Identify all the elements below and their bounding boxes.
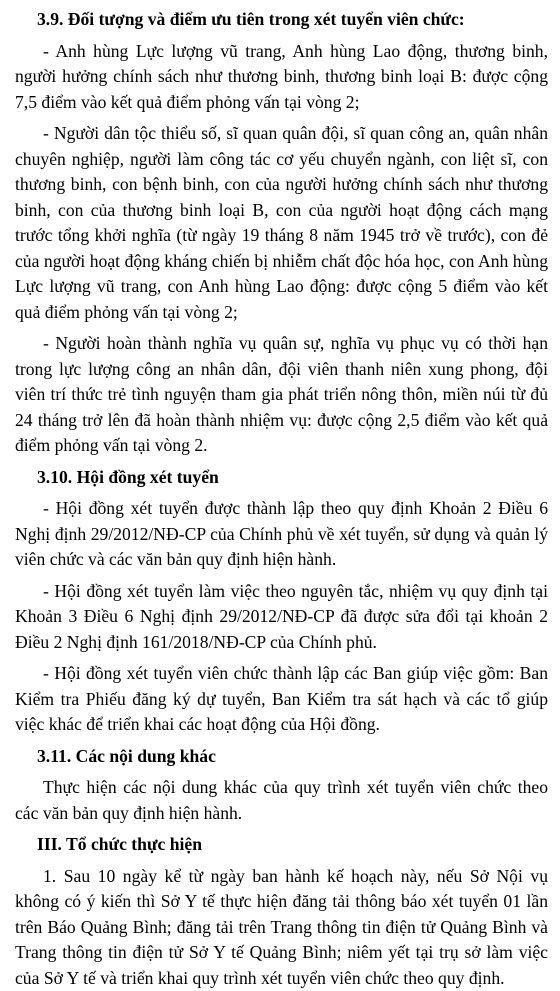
paragraph-implementation-1: 1. Sau 10 ngày kể từ ngày ban hành kế hoạch này, nếu Sở Nội vụ không có ý kiến thì Sở Y tế thực hiện đăng tải thông báo xét tuyển 01 lần trên Báo Quảng Bình; đăng tải trên Trang thông tin điện tử Quảng Bình và Trang thông tin điện tử Sở Y tế Quảng Bình; niêm yết tại trụ sở làm việc của Sở Y tế và triển khai quy trình xét tuyển viên chức theo quy định. <box>15 864 548 991</box>
section-heading-3-10: 3.10. Hội đồng xét tuyển <box>15 465 548 491</box>
paragraph-council-boards: - Hội đồng xét tuyển viên chức thành lập các Ban giúp việc gồm: Ban Kiểm tra Phiếu đăng ký dự tuyển, Ban Kiểm tra sát hạch và các tổ giúp việc khác để triển khai các hoạt động của Hội đồng. <box>15 661 548 738</box>
paragraph-council-principles: - Hội đồng xét tuyển làm việc theo nguyên tắc, nhiệm vụ quy định tại Khoản 3 Điều 6 Nghị định 29/2012/NĐ-CP đã được sửa đổi tại khoản 2 Điều 2 Nghị định 161/2018/NĐ-CP của Chính phủ. <box>15 579 548 656</box>
paragraph-priority-ethnic-minorities: - Người dân tộc thiểu số, sĩ quan quân đội, sĩ quan công an, quân nhân chuyên nghiệp, người làm công tác cơ yếu chuyển ngành, con liệt sĩ, con thương binh, con bệnh binh, con của người hưởng chính sách như thương binh, con của thương binh loại B, con của người hoạt động cách mạng trước tổng khởi nghĩa (từ ngày 19 tháng 8 năm 1945 trở về trước), con đẻ của người hoạt động kháng chiến bị nhiễm chất độc hóa học, con Anh hùng Lực lượng vũ trang, con Anh hùng Lao động: được cộng 5 điểm vào kết quả điểm phỏng vấn tại vòng 2; <box>15 121 548 325</box>
section-heading-iii: III. Tổ chức thực hiện <box>15 832 548 858</box>
section-heading-3-11: 3.11. Các nội dung khác <box>15 744 548 770</box>
paragraph-priority-military-service: - Người hoàn thành nghĩa vụ quân sự, nghĩa vụ phục vụ có thời hạn trong lực lượng công an nhân dân, đội viên thanh niên xung phong, đội viên trí thức trẻ tình nguyện tham gia phát triển nông thôn, miền núi từ đủ 24 tháng trở lên đã hoàn thành nhiệm vụ: được cộng 2,5 điểm vào kết quả điểm phỏng vấn tại vòng 2. <box>15 331 548 459</box>
paragraph-other-contents: Thực hiện các nội dung khác của quy trình xét tuyển viên chức theo các văn bản quy định hiện hành. <box>15 775 548 826</box>
paragraph-priority-heroes: - Anh hùng Lực lượng vũ trang, Anh hùng Lao động, thương binh, người hưởng chính sách như thương binh, thương binh loại B: được cộng 7,5 điểm vào kết quả điểm phỏng vấn tại vòng 2; <box>15 39 548 116</box>
paragraph-council-establishment: - Hội đồng xét tuyển được thành lập theo quy định Khoản 2 Điều 6 Nghị định 29/2012/NĐ-CP của Chính phủ về xét tuyển, sử dụng và quản lý viên chức và các văn bản quy định hiện hành. <box>15 496 548 573</box>
section-heading-3-9: 3.9. Đối tượng và điểm ưu tiên trong xét tuyển viên chức: <box>15 7 548 33</box>
